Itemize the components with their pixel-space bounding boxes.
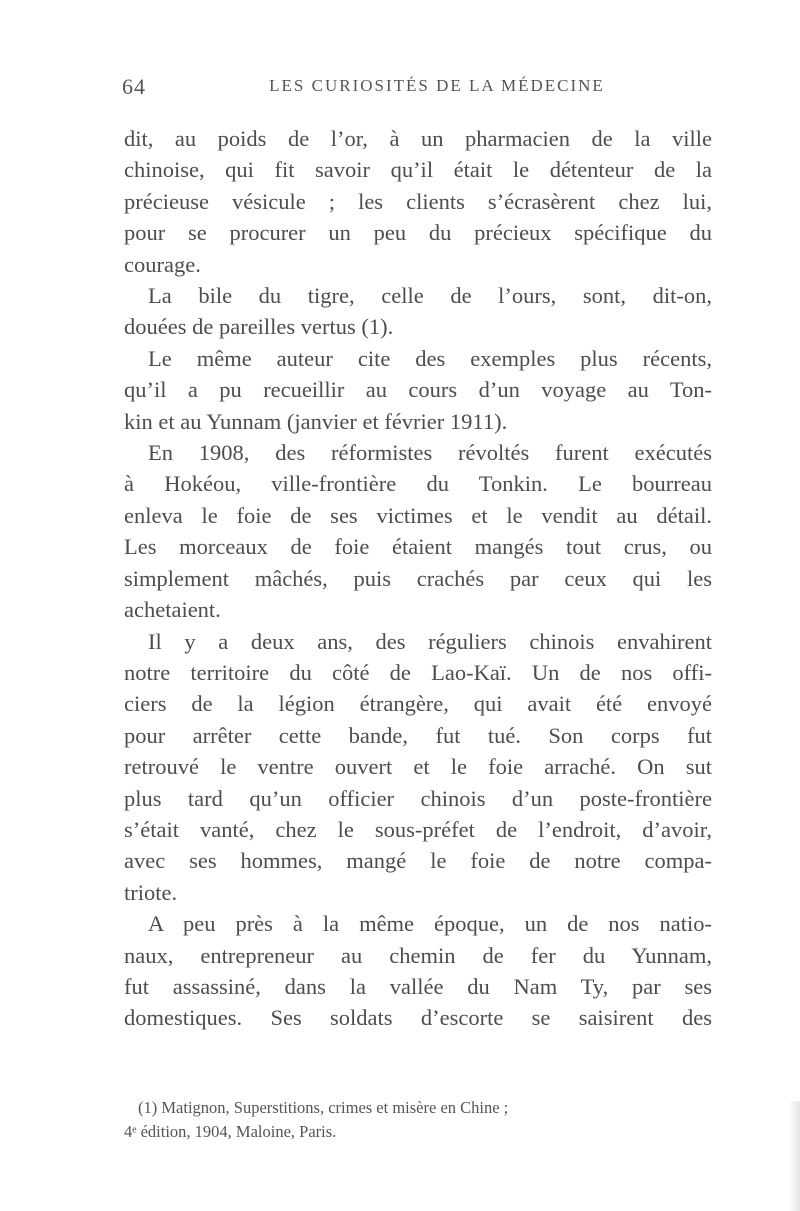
text-line: précieuse vésicule ; les clients s’écrasèrent chez lui,: [124, 188, 712, 214]
text-line: ciers de la légion étrangère, qui avait été envoyé: [124, 691, 712, 717]
text-line: kin et au Yunnam (janvier et février 1911).: [124, 408, 508, 434]
text-line: fut assassiné, dans la vallée du Nam Ty, par ses: [124, 973, 712, 999]
running-head: [122, 74, 712, 98]
text-line: achetaient.: [124, 597, 221, 623]
paragraph: [124, 908, 712, 1034]
text-line: retrouvé le ventre ouvert et le foie arraché. On sut: [124, 754, 712, 780]
page-edge-shadow: [788, 1101, 800, 1211]
text-line: à Hokéou, ville-frontière du Tonkin. Le bourreau: [124, 471, 712, 497]
text-line: En 1908, des réformistes révoltés furent exécutés: [148, 440, 712, 466]
text-line: plus tard qu’un officier chinois d’un poste-frontière: [124, 785, 712, 811]
running-title: LES CURIOSITÉS DE LA MÉDECINE: [269, 76, 605, 95]
text-line: domestiques. Ses soldats d’escorte se saisirent des: [124, 1005, 712, 1031]
text-line: enleva le foie de ses victimes et le vendit au détail.: [124, 502, 712, 528]
text-line: chinoise, qui fit savoir qu’il était le détenteur de la: [124, 157, 712, 183]
paragraph: [124, 280, 712, 343]
text-line: notre territoire du côté de Lao-Kaï. Un de nos offi-: [124, 659, 712, 685]
text-line: dit, au poids de l’or, à un pharmacien de la ville: [124, 126, 712, 151]
footnote-line: (1) Matignon, Superstitions, crimes et misère en Chine ;: [138, 1098, 509, 1117]
text-line: naux, entrepreneur au chemin de fer du Yunnam,: [124, 942, 712, 968]
text-line: courage.: [124, 251, 201, 277]
text-line: douées de pareilles vertus (1).: [124, 314, 394, 340]
paragraph: [124, 123, 712, 280]
body-text: [124, 123, 712, 1034]
text-line: pour arrêter cette bande, fut tué. Son corps fut: [124, 722, 712, 748]
text-line: pour se procurer un peu du précieux spécifique du: [124, 220, 712, 246]
footnote-line: 4ᵉ édition, 1904, Maloine, Paris.: [124, 1122, 337, 1141]
text-line: simplement mâchés, puis crachés par ceux qui les: [124, 565, 712, 591]
text-line: Le même auteur cite des exemples plus récents,: [148, 345, 712, 371]
text-line: triote.: [124, 879, 178, 905]
footnote: [124, 1096, 712, 1144]
page-number: 64: [122, 74, 146, 99]
text-line: qu’il a pu recueillir au cours d’un voyage au Ton-: [124, 377, 712, 403]
paragraph: [124, 437, 712, 625]
text-line: La bile du tigre, celle de l’ours, sont, dit-on,: [148, 283, 712, 309]
text-line: Il y a deux ans, des réguliers chinois envahirent: [148, 628, 712, 654]
paragraph: [124, 626, 712, 909]
text-line: Les morceaux de foie étaient mangés tout crus, ou: [124, 534, 712, 560]
text-line: avec ses hommes, mangé le foie de notre compa-: [124, 848, 712, 874]
paragraph: [124, 343, 712, 437]
text-line: A peu près à la même époque, un de nos natio-: [148, 911, 712, 937]
text-line: s’était vanté, chez le sous-préfet de l’endroit, d’avoir,: [124, 816, 712, 842]
